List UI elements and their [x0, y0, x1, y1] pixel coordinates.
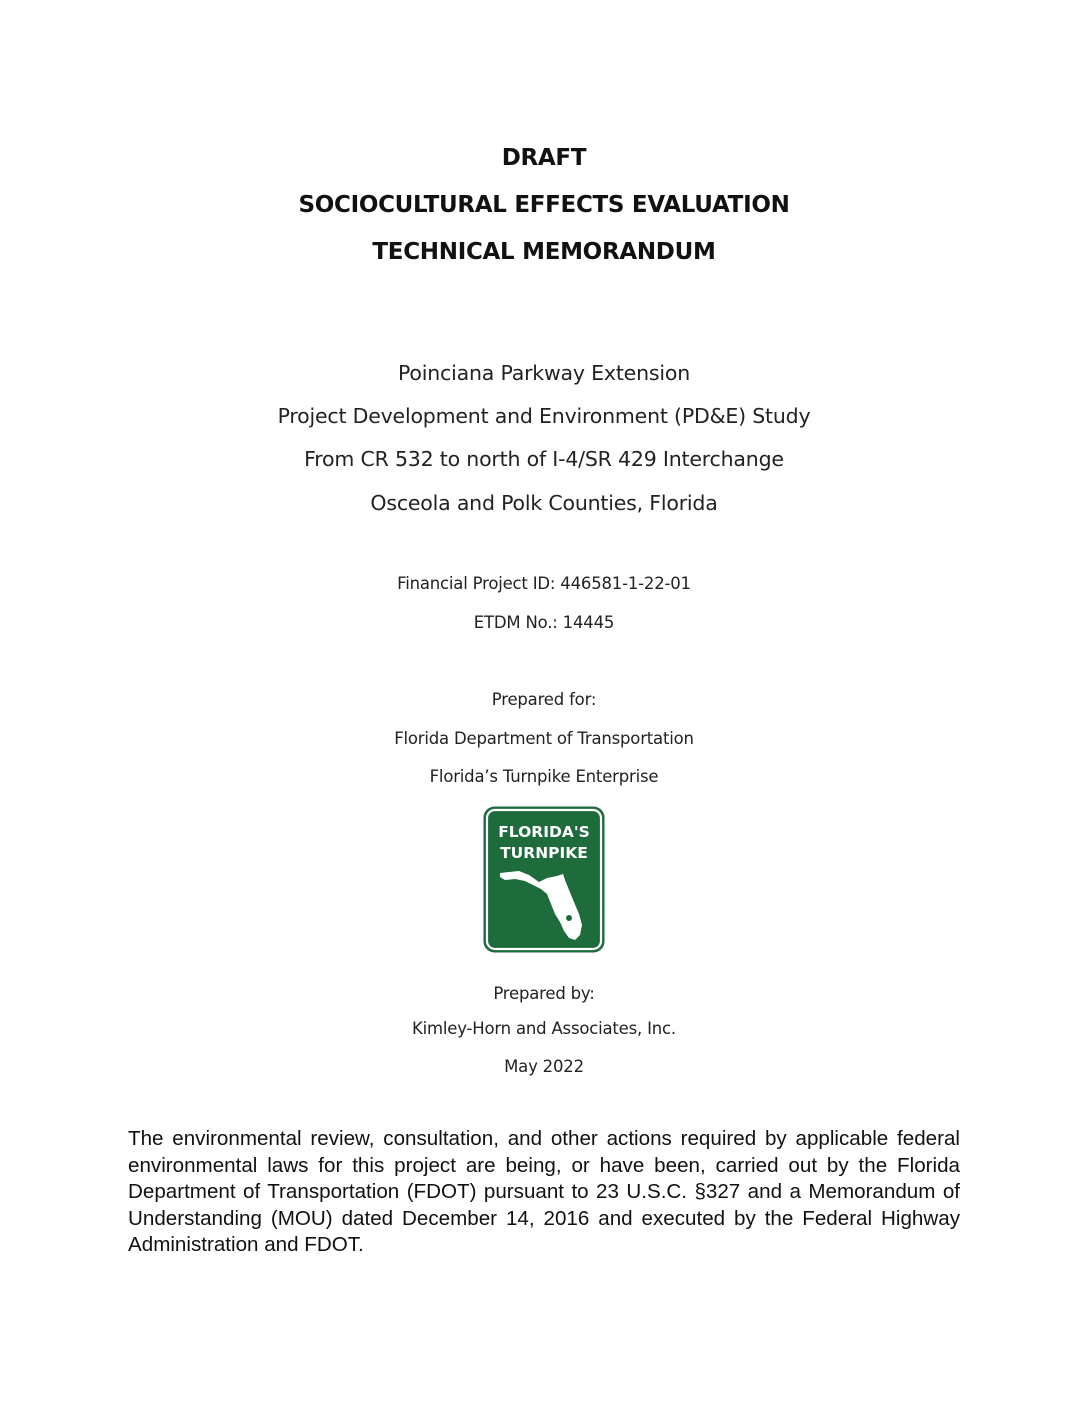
project-name: Poinciana Parkway Extension [398, 361, 690, 385]
client-turnpike: Florida’s Turnpike Enterprise [429, 767, 659, 786]
logo-location-dot [566, 915, 572, 921]
consultant-name: Kimley-Horn and Associates, Inc. [412, 1019, 676, 1038]
nepa-assignment-disclaimer: The environmental review, consultation, and other actions required by applicable federal environmental laws for this project are being, or have been, carried out by the Florida Department of Transportation (FDOT) pursuant to 23 U.S.C. §327 and a Memorandum of Understanding (MOU) dated December 14, 2016 and executed by the Federal Highway Administration and FDOT. [128, 1127, 960, 1256]
project-limits: From CR 532 to north of I-4/SR 429 Interchange [304, 447, 784, 471]
logo-line-2: TURNPIKE [500, 844, 588, 862]
financial-project-id: Financial Project ID: 446581-1-22-01 [397, 574, 691, 593]
title-report-name: SOCIOCULTURAL EFFECTS EVALUATION [298, 192, 790, 218]
prepared-by-label: Prepared by: [493, 984, 595, 1003]
report-date: May 2022 [504, 1057, 584, 1076]
title-report-type: TECHNICAL MEMORANDUM [372, 239, 716, 265]
prepared-for-label: Prepared for: [491, 690, 597, 709]
title-draft: DRAFT [501, 145, 587, 171]
florida-turnpike-logo [483, 806, 605, 953]
project-study: Project Development and Environment (PD&E) Study [277, 404, 811, 428]
logo-line-1: FLORIDA'S [498, 823, 590, 841]
turnpike-shield [483, 806, 605, 953]
client-fdot: Florida Department of Transportation [394, 729, 694, 748]
etdm-number: ETDM No.: 14445 [473, 613, 615, 632]
project-counties: Osceola and Polk Counties, Florida [370, 491, 718, 515]
